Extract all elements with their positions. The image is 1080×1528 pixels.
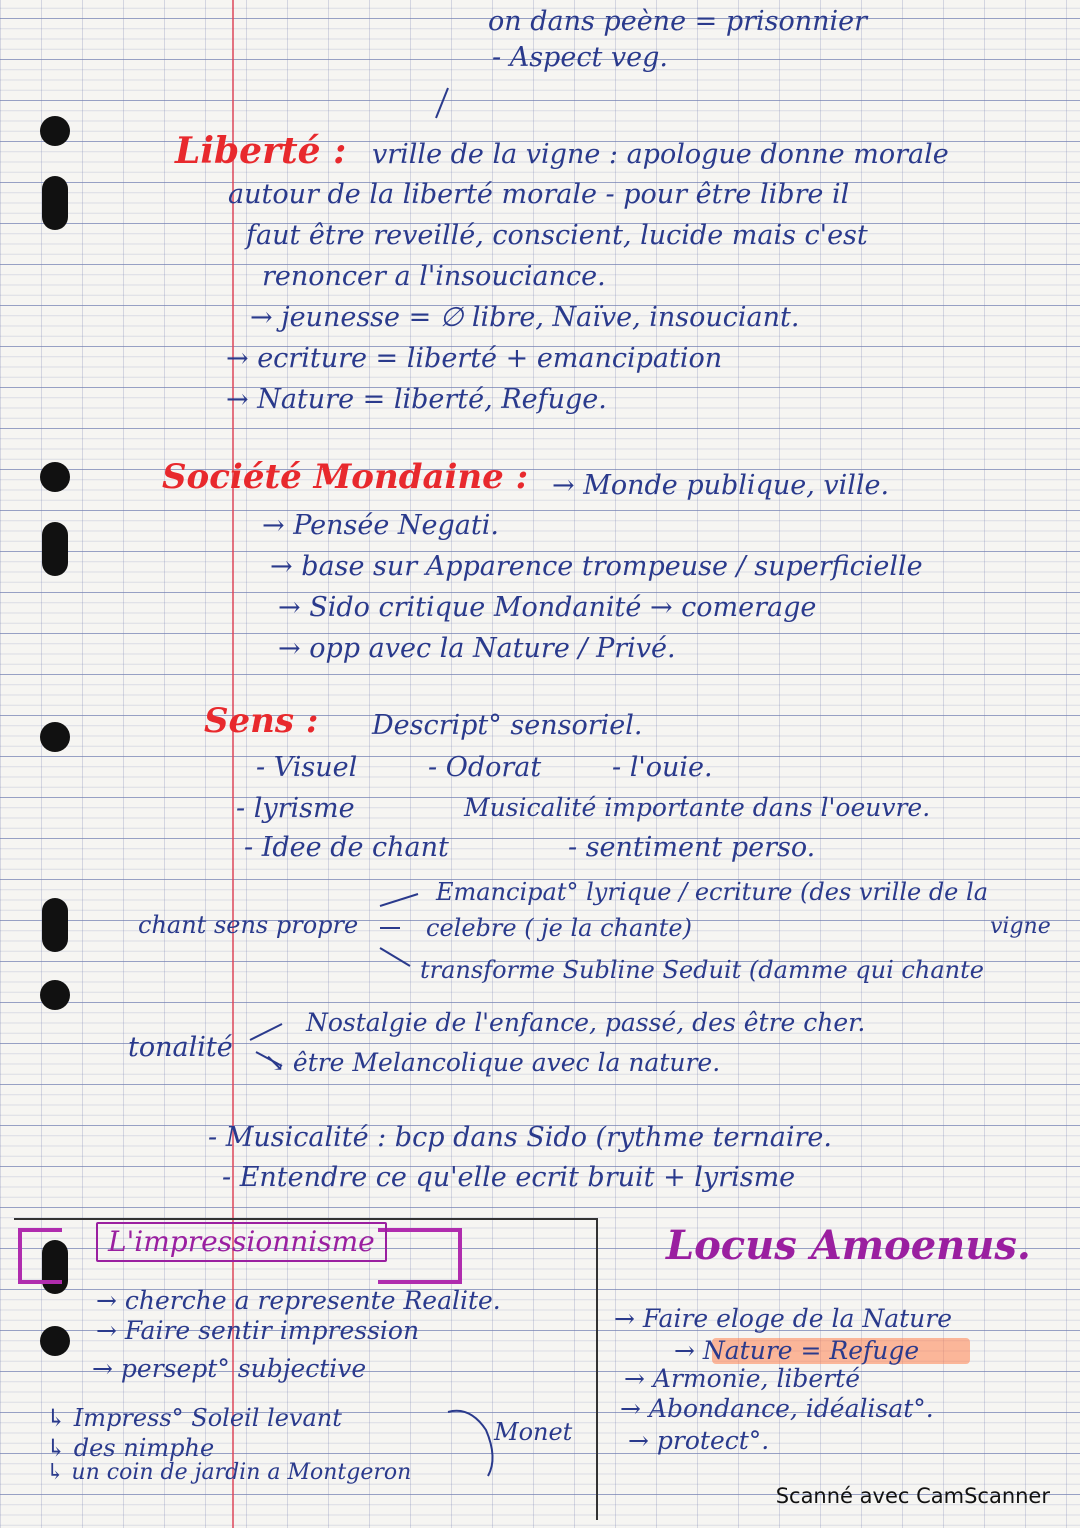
heading-sens: Sens :: [204, 701, 319, 741]
societe-bullet-2: → base sur Apparence trompeuse / superficielle: [270, 551, 923, 582]
chant-line-1b: vigne: [990, 914, 1051, 939]
tonalite-line-1: Nostalgie de l'enfance, passé, des être cher.: [306, 1008, 866, 1037]
societe-bullet-1: → Pensée Negati.: [262, 510, 499, 541]
societe-bullet-4: → opp avec la Nature / Privé.: [278, 633, 676, 664]
musicalite-line-2: - Entendre ce qu'elle ecrit bruit + lyrisme: [222, 1162, 796, 1193]
sens-sentiment: - sentiment perso.: [568, 832, 816, 863]
liberte-line-3: faut être reveillé, conscient, lucide mais c'est: [246, 220, 868, 251]
locus-bullet-3: → Armonie, liberté: [624, 1364, 861, 1393]
musicalite-line-1: - Musicalité : bcp dans Sido (rythme ternaire.: [208, 1122, 832, 1153]
liberte-bullet-3: → Nature = liberté, Refuge.: [226, 384, 607, 415]
societe-aside: → Monde publique, ville.: [552, 470, 890, 501]
tonalite-label: tonalité: [128, 1032, 233, 1063]
heading-liberte: Liberté :: [175, 130, 347, 172]
locus-bullet-2: → Nature = Refuge: [674, 1336, 920, 1365]
impress-monet: Monet: [494, 1418, 573, 1446]
locus-bullet-1: → Faire eloge de la Nature: [614, 1304, 952, 1333]
heading-impressionnisme: L'impressionnisme: [96, 1222, 387, 1262]
sens-odorat: - Odorat: [428, 752, 542, 783]
impress-example-2: ↳ des nimphe: [46, 1434, 215, 1462]
heading-locus-amoenus: Locus Amoenus.: [666, 1222, 1031, 1269]
liberte-line-2: autour de la liberté morale - pour être libre il: [228, 179, 850, 210]
sens-idee-chant: - Idee de chant: [244, 832, 449, 863]
tonalite-brace: [250, 1024, 282, 1066]
locus-bullet-4: → Abondance, idéalisat°.: [620, 1394, 934, 1423]
chant-line-3: transforme Subline Seduit (damme qui chante: [420, 956, 984, 984]
chant-line-1: Emancipat° lyrique / ecriture (des vrille de la: [436, 878, 988, 906]
monet-brace: [448, 1411, 493, 1476]
chant-label: chant sens propre: [138, 911, 359, 939]
liberte-bullet-1: → jeunesse = ∅ libre, Naïve, insouciant.: [250, 302, 800, 333]
locus-bullet-5: → protect°.: [628, 1426, 770, 1455]
impress-example-3: ↳ un coin de jardin a Montgeron: [46, 1460, 412, 1485]
sens-musicalite: Musicalité importante dans l'oeuvre.: [464, 793, 931, 822]
impress-example-1: ↳ Impress° Soleil levant: [46, 1404, 342, 1432]
sens-ouie: - l'ouie.: [612, 752, 713, 783]
tonalite-line-2: ↘ être Melancolique avec la nature.: [264, 1048, 721, 1077]
sens-intro: Descript° sensoriel.: [372, 710, 643, 741]
impress-bullet-2: → Faire sentir impression: [96, 1316, 420, 1345]
liberte-bullet-2: → ecriture = liberté + emancipation: [226, 343, 723, 374]
chant-line-2: celebre ( je la chante): [426, 914, 692, 942]
sens-visuel: - Visuel: [256, 752, 358, 783]
top-note-2: - Aspect veg.: [492, 42, 668, 73]
societe-bullet-3: → Sido critique Mondanité → comerage: [278, 592, 817, 623]
chant-brace: [380, 894, 418, 966]
top-note-1: on dans peène = prisonnier: [488, 6, 868, 37]
pen-stroke: [436, 88, 448, 118]
sens-lyrisme: - lyrisme: [236, 793, 355, 824]
scanner-footer: Scanné avec CamScanner: [775, 1484, 1050, 1508]
impress-bullet-3: → persept° subjective: [92, 1354, 367, 1383]
heading-societe-mondaine: Société Mondaine :: [162, 457, 529, 497]
impress-bullet-1: → cherche a represente Realite.: [96, 1286, 501, 1315]
liberte-line-4: renoncer a l'insouciance.: [262, 261, 606, 292]
liberte-line-1: vrille de la vigne : apologue donne morale: [372, 139, 949, 170]
